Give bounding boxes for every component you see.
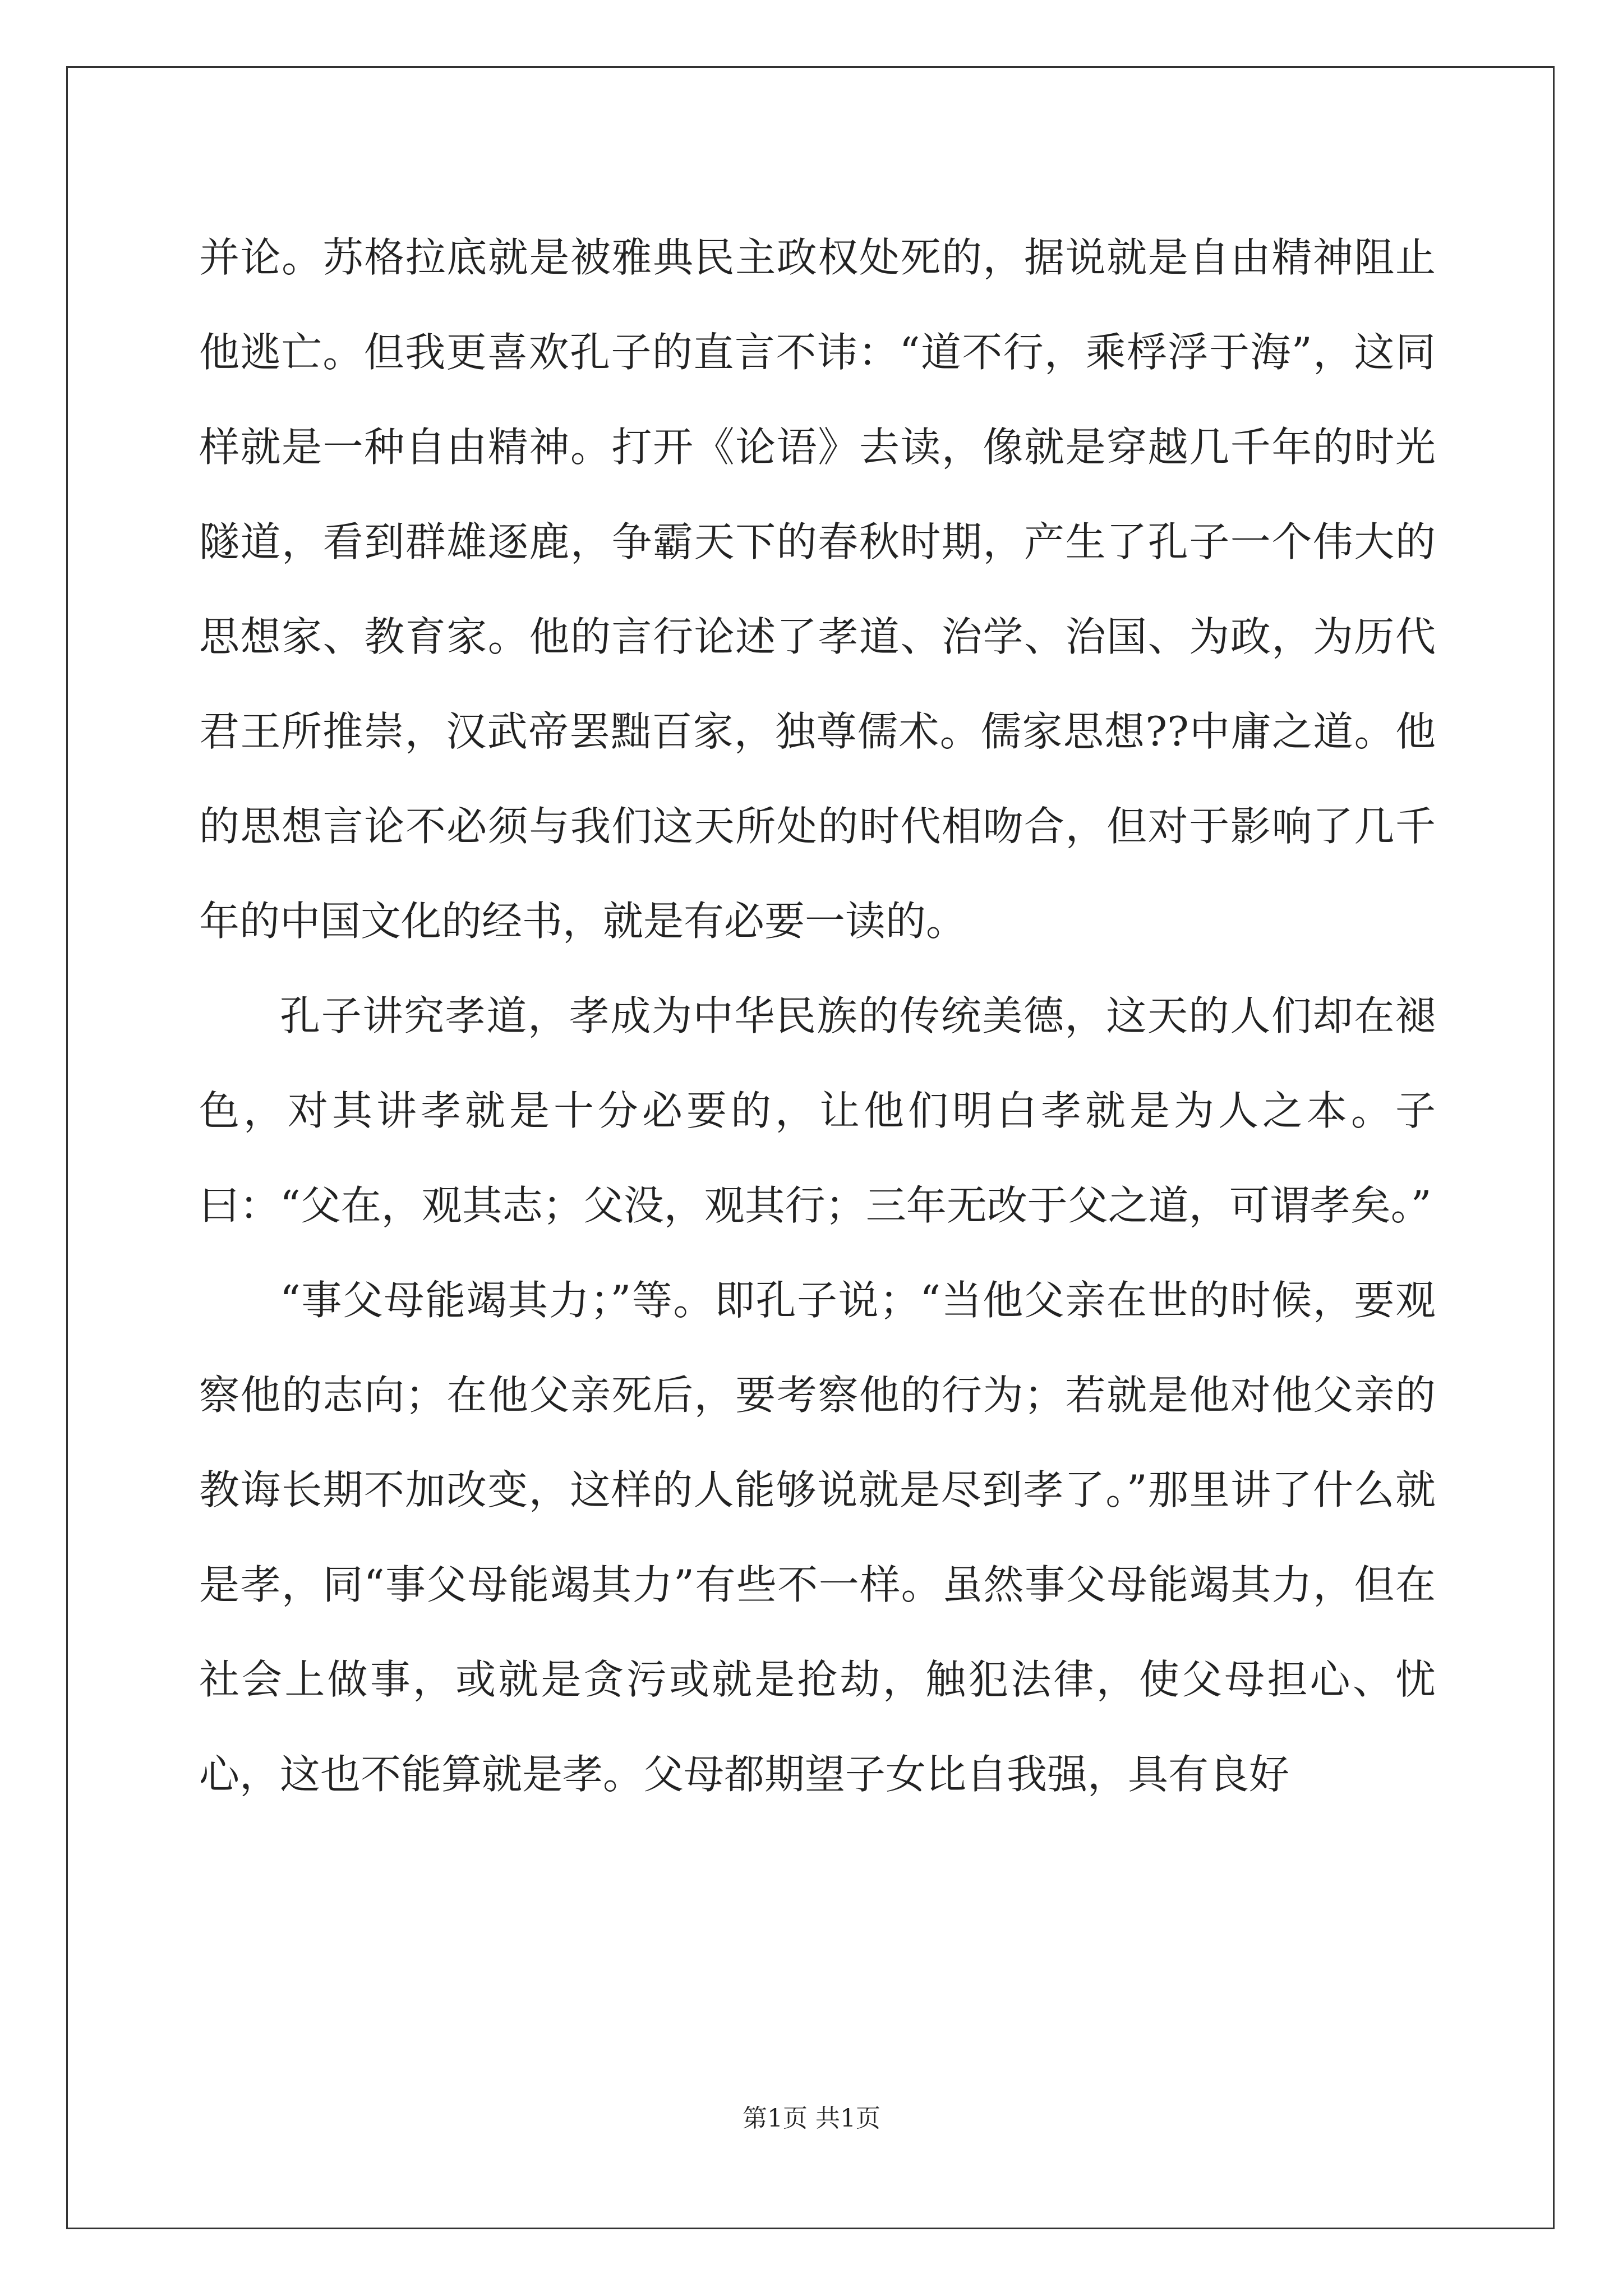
page-footer: 第1页 共1页 bbox=[743, 2104, 880, 2133]
paragraph-2: 孔子讲究孝道，孝成为中华民族的传统美德，这天的人们却在褪色，对其讲孝就是十分必要的，让他们明白孝就是为人之本。子曰：“父在，观其志；父没，观其行；三年无改于父之道，可谓孝矣。” bbox=[199, 992, 1436, 1229]
paragraph-3: “事父母能竭其力；”等。即孔子说；“当他父亲在世的时候，要观察他的志向；在他父亲死后，要考察他的行为；若就是他对他父亲的教诲长期不加改变，这样的人能够说就是尽到孝了。”那里讲了什么就是孝，同“事父母能竭其力”有些不一样。虽然事父母能竭其力，但在社会上做事，或就是贪污或就是抢劫，触犯法律，使父母担心、忧心，这也不能算就是孝。父母都期望子女比自我强，具有良好 bbox=[199, 1277, 1436, 1798]
paragraph-1: 并论。苏格拉底就是被雅典民主政权处死的，据说就是自由精神阻止他逃亡。但我更喜欢孔子的直言不讳：“道不行，乘桴浮于海”，这同样就是一种自由精神。打开《论语》去读，像就是穿越几千年的时光隧道，看到群雄逐鹿，争霸天下的春秋时期，产生了孔子一个伟大的思想家、教育家。他的言行论述了孝道、治学、治国、为政，为历代君王所推崇，汉武帝罢黜百家，独尊儒术。儒家思想??中庸之道。他的思想言论不必须与我们这天所处的时代相吻合，但对于影响了几千年的中国文化的经书，就是有必要一读的。 bbox=[199, 234, 1436, 945]
document-body bbox=[199, 210, 1436, 1822]
